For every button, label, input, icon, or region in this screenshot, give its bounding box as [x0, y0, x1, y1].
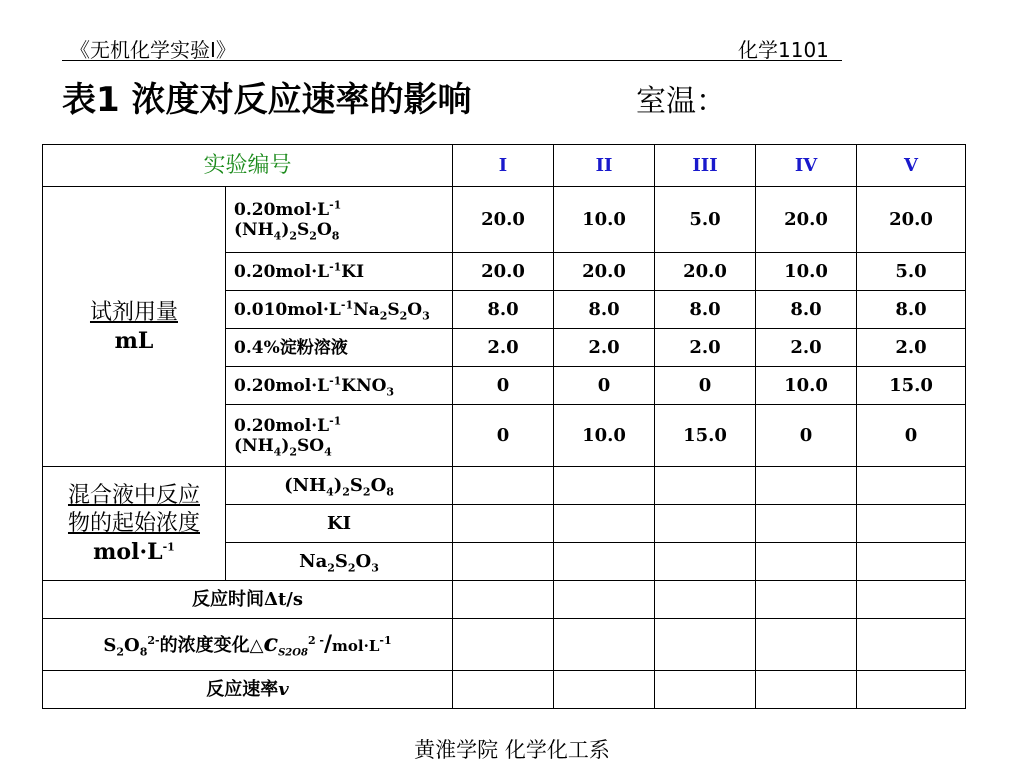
- empty-cell: [857, 505, 966, 543]
- run-header: III: [655, 145, 756, 187]
- volume-cell: 20.0: [655, 253, 756, 291]
- empty-cell: [453, 543, 554, 581]
- empty-cell: [453, 619, 554, 671]
- volume-cell: 0: [756, 405, 857, 467]
- reagent-name: $0.20mol\cdot L^{-1}$ $(NH_4)_2SO_4$: [226, 405, 453, 467]
- volume-cell: 8.0: [655, 291, 756, 329]
- mix-group-unit: $mol\cdot L^{-1}$: [93, 538, 175, 565]
- volume-cell: 2.0: [453, 329, 554, 367]
- empty-cell: [655, 619, 756, 671]
- volume-cell: 10.0: [756, 367, 857, 405]
- conc-change-label: $S_2O_8^{2-}$的浓度变化$\triangle c_{S2O8}^{2 -}/mol\cdot L^{-1}$: [43, 619, 453, 671]
- volume-cell: 0: [453, 367, 554, 405]
- empty-cell: [554, 543, 655, 581]
- empty-cell: [756, 619, 857, 671]
- run-header: V: [857, 145, 966, 187]
- empty-cell: [554, 619, 655, 671]
- empty-cell: [857, 619, 966, 671]
- course-title: 《无机化学实验I》: [70, 38, 236, 62]
- empty-cell: [857, 543, 966, 581]
- reagent-group-unit: mL: [114, 327, 154, 354]
- volume-cell: 2.0: [857, 329, 966, 367]
- empty-cell: [756, 543, 857, 581]
- footer-institution: 黄淮学院 化学化工系: [414, 738, 610, 762]
- volume-cell: 8.0: [554, 291, 655, 329]
- empty-cell: [453, 467, 554, 505]
- mix-species: $Na_2S_2O_3$: [226, 543, 453, 581]
- reagent-row: [43, 187, 966, 253]
- run-header: IV: [756, 145, 857, 187]
- volume-cell: 8.0: [857, 291, 966, 329]
- volume-cell: 15.0: [857, 367, 966, 405]
- volume-cell: 20.0: [857, 187, 966, 253]
- volume-cell: 2.0: [756, 329, 857, 367]
- empty-cell: [554, 505, 655, 543]
- reagent-name: $0.20mol\cdot L^{-1}KNO_3$: [226, 367, 453, 405]
- room-temp-label: 室温：: [636, 84, 726, 119]
- reagent-name: $0.010mol\cdot L^{-1}Na_2S_2O_3$: [226, 291, 453, 329]
- table-title: 表1 浓度对反应速率的影响: [62, 80, 472, 120]
- empty-cell: [857, 467, 966, 505]
- rate-row: [43, 671, 966, 709]
- empty-cell: [857, 581, 966, 619]
- volume-cell: 8.0: [756, 291, 857, 329]
- empty-cell: [554, 467, 655, 505]
- empty-cell: [453, 671, 554, 709]
- volume-cell: 5.0: [655, 187, 756, 253]
- empty-cell: [756, 505, 857, 543]
- volume-cell: 2.0: [554, 329, 655, 367]
- empty-cell: [453, 505, 554, 543]
- volume-cell: 20.0: [453, 253, 554, 291]
- reagent-group-label: [43, 187, 226, 467]
- empty-cell: [756, 581, 857, 619]
- header-rule: [62, 60, 842, 61]
- reagent-name: $0.20mol\cdot L^{-1}KI$: [226, 253, 453, 291]
- reagent-group-title: 试剂用量: [89, 299, 178, 325]
- volume-cell: 8.0: [453, 291, 554, 329]
- volume-cell: 10.0: [554, 187, 655, 253]
- empty-cell: [655, 671, 756, 709]
- mix-group-line2: 物的起始浓度: [67, 510, 200, 536]
- reagent-name: 0.4%淀粉溶液: [226, 329, 453, 367]
- volume-cell: 10.0: [554, 405, 655, 467]
- reagent-name: $0.20mol\cdot L^{-1}$ $(NH_4)_2S_2O_8$: [226, 187, 453, 253]
- volume-cell: 0: [655, 367, 756, 405]
- run-header: II: [554, 145, 655, 187]
- volume-cell: 0: [857, 405, 966, 467]
- empty-cell: [857, 671, 966, 709]
- empty-cell: [554, 671, 655, 709]
- mix-species: KI: [226, 505, 453, 543]
- volume-cell: 20.0: [453, 187, 554, 253]
- mix-species: $(NH_4)_2S_2O_8$: [226, 467, 453, 505]
- mix-group-line1: 混合液中反应: [67, 482, 200, 508]
- empty-cell: [756, 467, 857, 505]
- empty-cell: [554, 581, 655, 619]
- experiment-table: [42, 144, 966, 709]
- mix-group-label: [43, 467, 226, 581]
- class-label: 化学1101: [738, 38, 829, 62]
- volume-cell: 0: [554, 367, 655, 405]
- reaction-rate-label: 反应速率v: [43, 671, 453, 709]
- empty-cell: [453, 581, 554, 619]
- conc-change-row: [43, 619, 966, 671]
- empty-cell: [756, 671, 857, 709]
- reaction-time-label: 反应时间Δt/s: [43, 581, 453, 619]
- empty-cell: [655, 543, 756, 581]
- mix-row: [43, 467, 966, 505]
- volume-cell: 5.0: [857, 253, 966, 291]
- volume-cell: 20.0: [756, 187, 857, 253]
- volume-cell: 2.0: [655, 329, 756, 367]
- volume-cell: 10.0: [756, 253, 857, 291]
- run-header: I: [453, 145, 554, 187]
- volume-cell: 15.0: [655, 405, 756, 467]
- empty-cell: [655, 581, 756, 619]
- empty-cell: [655, 467, 756, 505]
- empty-cell: [655, 505, 756, 543]
- volume-cell: 0: [453, 405, 554, 467]
- time-row: [43, 581, 966, 619]
- volume-cell: 20.0: [554, 253, 655, 291]
- header-row: [43, 145, 966, 187]
- run-number-header: 实验编号: [43, 145, 453, 187]
